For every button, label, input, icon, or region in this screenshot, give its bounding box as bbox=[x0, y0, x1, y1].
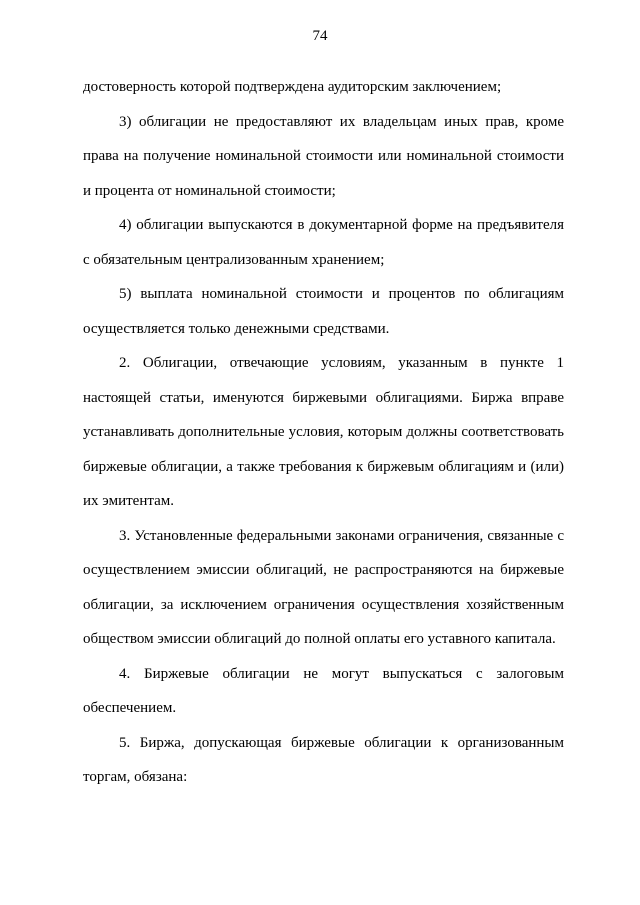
paragraph-clause-4: 4. Биржевые облигации не могут выпускаться с залоговым обеспечением. bbox=[83, 665, 564, 716]
paragraph-item-3: 3) облигации не предоставляют их владельцам иных прав, кроме права на получение номинальной стоимости или номинальной стоимости и процента от номинальной стоимости; bbox=[83, 113, 564, 199]
paragraph-clause-3: 3. Установленные федеральными законами ограничения, связанные с осуществлением эмиссии облигаций, не распространяются на биржевые облигации, за исключением ограничения осуществления хозяйственным обществом эмиссии облигаций до полной оплаты его уставного капитала. bbox=[83, 527, 564, 647]
paragraph-clause-2: 2. Облигации, отвечающие условиям, указанным в пункте 1 настоящей статьи, именуются биржевыми облигациями. Биржа вправе устанавливать дополнительные условия, которым должны соответствовать биржевые облигации, а также требования к биржевым облигациям и (или) их эмитентам. bbox=[83, 355, 564, 509]
page-number: 74 bbox=[312, 28, 328, 44]
paragraph-item-4: 4) облигации выпускаются в документарной форме на предъявителя с обязательным централизованным хранением; bbox=[83, 217, 564, 268]
document-body bbox=[83, 70, 564, 795]
paragraph-clause-5: 5. Биржа, допускающая биржевые облигации к организованным торгам, обязана: bbox=[83, 734, 564, 785]
paragraph-continuation: достоверность которой подтверждена аудиторским заключением; bbox=[83, 79, 502, 95]
paragraph-item-5: 5) выплата номинальной стоимости и процентов по облигациям осуществляется только денежными средствами. bbox=[83, 286, 564, 337]
